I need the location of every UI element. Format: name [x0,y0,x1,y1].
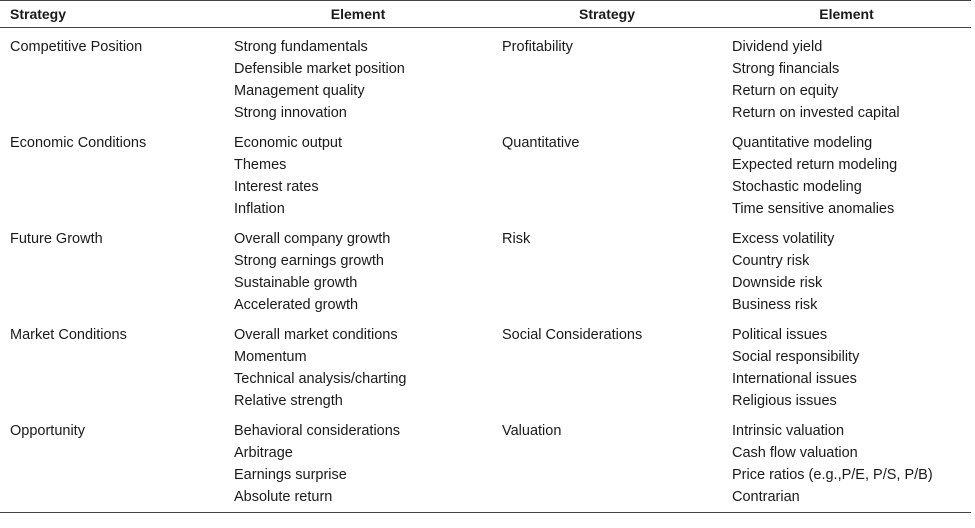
strategy-cell [0,221,224,317]
element-item: Arbitrage [234,445,293,461]
element-item: Overall market conditions [234,327,398,343]
element-item: International issues [732,371,857,387]
element-item: Return on invested capital [732,105,900,121]
element-item: Defensible market position [234,61,405,77]
strategy-cell [492,413,722,513]
element-cell [224,317,492,413]
strategy-cell [492,28,722,126]
element-item: Overall company growth [234,231,391,247]
element-item: Strong financials [732,61,840,77]
element-item: Dividend yield [732,39,823,55]
element-cell [224,125,492,221]
strategy-label: Economic Conditions [10,135,147,151]
element-item: Return on equity [732,83,839,99]
header-element-2: Element [722,1,971,28]
element-item: Technical analysis/charting [234,371,407,387]
strategy-label: Risk [502,231,531,247]
element-item: Stochastic modeling [732,179,862,195]
strategy-cell [492,317,722,413]
strategy-cell [0,413,224,513]
element-item: Momentum [234,349,307,365]
element-item: Downside risk [732,275,823,291]
strategy-label: Profitability [502,39,573,55]
table-body [0,28,971,513]
strategy-cell [0,28,224,126]
element-item: Time sensitive anomalies [732,201,895,217]
strategy-cell [492,125,722,221]
element-item: Interest rates [234,179,319,195]
element-cell [722,125,971,221]
strategy-label: Opportunity [10,423,85,439]
element-item: Economic output [234,135,343,151]
header-strategy-2: Strategy [492,1,722,28]
table-header [0,1,971,28]
element-item: Earnings surprise [234,467,347,483]
element-item: Cash flow valuation [732,445,858,461]
element-item: Religious issues [732,393,837,409]
header-element-1: Element [224,1,492,28]
element-cell [722,28,971,126]
strategy-cell [0,317,224,413]
element-item: Relative strength [234,393,343,409]
strategy-label: Market Conditions [10,327,127,343]
header-row [0,1,971,28]
element-cell [722,317,971,413]
element-item: Strong earnings growth [234,253,384,269]
element-item: Expected return modeling [732,157,898,173]
element-cell [224,28,492,126]
element-item: Strong fundamentals [234,39,368,55]
strategy-label: Valuation [502,423,562,439]
element-item: Business risk [732,297,818,313]
table-row [0,125,971,221]
element-item: Price ratios (e.g.,P/E, P/S, P/B) [732,467,933,483]
element-item: Quantitative modeling [732,135,873,151]
table-row [0,221,971,317]
element-item: Accelerated growth [234,297,359,313]
element-item: Intrinsic valuation [732,423,845,439]
element-item: Absolute return [234,489,333,505]
element-item: Strong innovation [234,105,347,121]
strategy-label: Quantitative [502,135,580,151]
element-item: Management quality [234,83,365,99]
element-cell [722,413,971,513]
strategy-label: Competitive Position [10,39,143,55]
header-strategy-1: Strategy [0,1,224,28]
strategy-cell [492,221,722,317]
element-item: Country risk [732,253,810,269]
element-item: Inflation [234,201,285,217]
element-item: Social responsibility [732,349,860,365]
element-item: Behavioral considerations [234,423,401,439]
table-row [0,28,971,126]
element-cell [224,413,492,513]
table-row [0,317,971,413]
table-row [0,413,971,513]
strategy-label: Social Considerations [502,327,643,343]
element-item: Contrarian [732,489,800,505]
strategy-label: Future Growth [10,231,103,247]
element-item: Political issues [732,327,828,343]
strategy-cell [0,125,224,221]
element-item: Sustainable growth [234,275,358,291]
element-item: Themes [234,157,287,173]
element-cell [722,221,971,317]
element-cell [224,221,492,317]
element-item: Excess volatility [732,231,835,247]
